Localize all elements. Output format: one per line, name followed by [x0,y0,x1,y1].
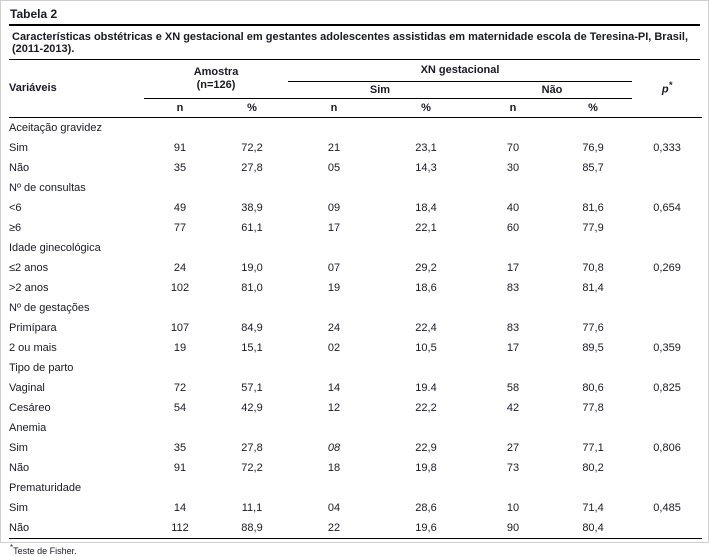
row-label: Vaginal [9,381,45,394]
group-label: Idade ginecológica [9,241,101,254]
cell-value: 91 [173,141,187,154]
cell-value: 17 [506,261,520,274]
cell-p-value [632,318,702,338]
cell-value: 58 [506,381,520,394]
group-label: Nº de gestações [9,301,90,314]
cell-value: 29,2 [415,261,437,274]
table-header [9,60,702,117]
row-label: <6 [9,201,22,214]
cell-value: 70 [506,141,520,154]
data-table [9,60,702,539]
cell-value: 24 [173,261,187,274]
col-header-variaveis: Variáveis [9,60,144,117]
cell-value: 80,6 [582,381,604,394]
footnote-text: Teste de Fisher. [13,545,77,556]
table-row [9,338,702,358]
row-label: Não [9,161,30,174]
cell-value: 08 [327,441,341,454]
cell-value: 57,1 [241,381,263,394]
header-row-groups [9,60,702,81]
table-number-label: Tabela 2 [9,6,700,26]
cell-value: 71,4 [582,501,604,514]
cell-value: 10 [506,501,520,514]
cell-value: 84,9 [241,321,263,334]
cell-value: 19.4 [415,381,437,394]
cell-value: 27,8 [241,441,263,454]
cell-p-value: 0,359 [653,341,681,354]
cell-value: 22,2 [415,401,437,414]
cell-value: 19 [327,281,341,294]
cell-p-value: 0,333 [653,141,681,154]
table-body [9,117,702,538]
cell-p-value: 0,485 [653,501,681,514]
cell-value: 91 [173,461,187,474]
cell-value: 23,1 [415,141,437,154]
cell-value: 77,9 [582,221,604,234]
cell-value: 22,9 [415,441,437,454]
cell-value: 88,9 [241,521,263,534]
cell-value: 72 [173,381,187,394]
cell-value: 81,0 [241,281,263,294]
cell-value: 90 [506,521,520,534]
cell-value: 70,8 [582,261,604,274]
cell-value: 19,8 [415,461,437,474]
col-header-xn-gestacional: XN gestacional [288,60,632,81]
cell-value: 22 [327,521,341,534]
cell-value: 81,6 [582,201,604,214]
group-row [9,238,702,258]
group-row [9,478,702,498]
group-row [9,358,702,378]
cell-value: 14 [327,381,341,394]
cell-value: 19,0 [241,261,263,274]
row-label: Primípara [9,321,57,334]
cell-value: 38,9 [241,201,263,214]
group-label: Prematuridade [9,481,82,494]
table-row [9,198,702,218]
row-label: Não [9,521,30,534]
cell-value: 05 [327,161,341,174]
subcol-sim-pct: % [380,98,472,117]
p-symbol: p [661,84,669,97]
cell-value: 107 [170,321,190,334]
table-row [9,398,702,418]
table-row [9,258,702,278]
cell-value: 10,5 [415,341,437,354]
row-label: Sim [9,501,28,514]
table-row [9,498,702,518]
amostra-line1: Amostra [193,66,239,79]
cell-p-value [632,398,702,418]
footnote-marker: * [10,542,14,552]
cell-p-value: 0,654 [653,201,681,214]
cell-value: 04 [327,501,341,514]
cell-value: 35 [173,161,187,174]
row-label: Cesáreo [9,401,51,414]
col-header-sim: Sim [288,81,472,98]
group-row [9,117,702,138]
cell-value: 77 [173,221,187,234]
cell-value: 28,6 [415,501,437,514]
table-row [9,518,702,539]
subcol-sim-n: n [288,98,380,117]
cell-value: 60 [506,221,520,234]
group-row [9,298,702,318]
cell-value: 83 [506,321,520,334]
table-row [9,378,702,398]
cell-value: 21 [327,141,341,154]
cell-value: 17 [506,341,520,354]
cell-value: 40 [506,201,520,214]
cell-p-value: 0,825 [653,381,681,394]
cell-value: 42 [506,401,520,414]
group-label: Nº de consultas [9,181,86,194]
row-label: >2 anos [9,281,49,294]
cell-value: 14 [173,501,187,514]
cell-value: 54 [173,401,187,414]
cell-value: 35 [173,441,187,454]
cell-value: 19 [173,341,187,354]
cell-value: 77,8 [582,401,604,414]
row-label: Sim [9,441,28,454]
table-row [9,318,702,338]
col-header-p-value [632,60,702,117]
cell-value: 12 [327,401,341,414]
cell-p-value [632,218,702,238]
cell-value: 18,4 [415,201,437,214]
cell-value: 27,8 [241,161,263,174]
cell-value: 81,4 [582,281,604,294]
cell-value: 24 [327,321,341,334]
row-label: 2 ou mais [9,341,57,354]
group-row [9,418,702,438]
cell-value: 11,1 [241,501,263,514]
group-label: Tipo de parto [9,361,74,374]
row-label: Não [9,461,30,474]
cell-value: 18 [327,461,341,474]
table-row [9,158,702,178]
cell-value: 85,7 [582,161,604,174]
p-marker: * [668,80,673,91]
row-label: ≤2 anos [9,261,49,274]
cell-value: 80,2 [582,461,604,474]
table-row [9,438,702,458]
cell-value: 18,6 [415,281,437,294]
cell-p-value: 0,269 [653,261,681,274]
table-row [9,138,702,158]
cell-value: 17 [327,221,341,234]
cell-value: 22,1 [415,221,437,234]
cell-value: 22,4 [415,321,437,334]
subcol-amostra-n: n [144,98,216,117]
cell-value: 09 [327,201,341,214]
table-footnote [9,539,700,556]
cell-value: 76,9 [582,141,604,154]
cell-value: 77,1 [582,441,604,454]
group-label: Anemia [9,421,47,434]
group-label: Aceitação gravidez [9,121,102,134]
cell-value: 27 [506,441,520,454]
cell-value: 30 [506,161,520,174]
cell-value: 19,6 [415,521,437,534]
table-title: Características obstétricas e XN gestacional em gestantes adolescentes assistidas em maternidade escola de Teresina-PI, Brasil, (2011-2013). [9,26,700,60]
row-label: ≥6 [9,221,22,234]
cell-value: 102 [170,281,190,294]
cell-value: 02 [327,341,341,354]
cell-value: 42,9 [241,401,263,414]
table-row [9,278,702,298]
cell-value: 14,3 [415,161,437,174]
row-label: Sim [9,141,28,154]
cell-value: 15,1 [241,341,263,354]
cell-value: 77,6 [582,321,604,334]
cell-value: 83 [506,281,520,294]
cell-value: 61,1 [241,221,263,234]
cell-value: 72,2 [241,141,263,154]
cell-value: 72,2 [241,461,263,474]
cell-value: 112 [171,521,189,534]
cell-p-value [632,158,702,178]
amostra-line2: (n=126) [196,78,236,91]
table-row [9,458,702,478]
subcol-amostra-pct: % [216,98,288,117]
cell-value: 73 [506,461,520,474]
col-header-amostra [144,60,288,98]
col-header-nao: Não [472,81,632,98]
cell-value: 49 [173,201,187,214]
cell-value: 89,5 [582,341,604,354]
cell-p-value [632,518,702,539]
cell-p-value [632,458,702,478]
cell-value: 07 [327,261,341,274]
group-row [9,178,702,198]
table-row [9,218,702,238]
subcol-nao-pct: % [554,98,632,117]
cell-p-value: 0,806 [653,441,681,454]
cell-value: 80,4 [582,521,604,534]
subcol-nao-n: n [472,98,554,117]
cell-p-value [632,278,702,298]
